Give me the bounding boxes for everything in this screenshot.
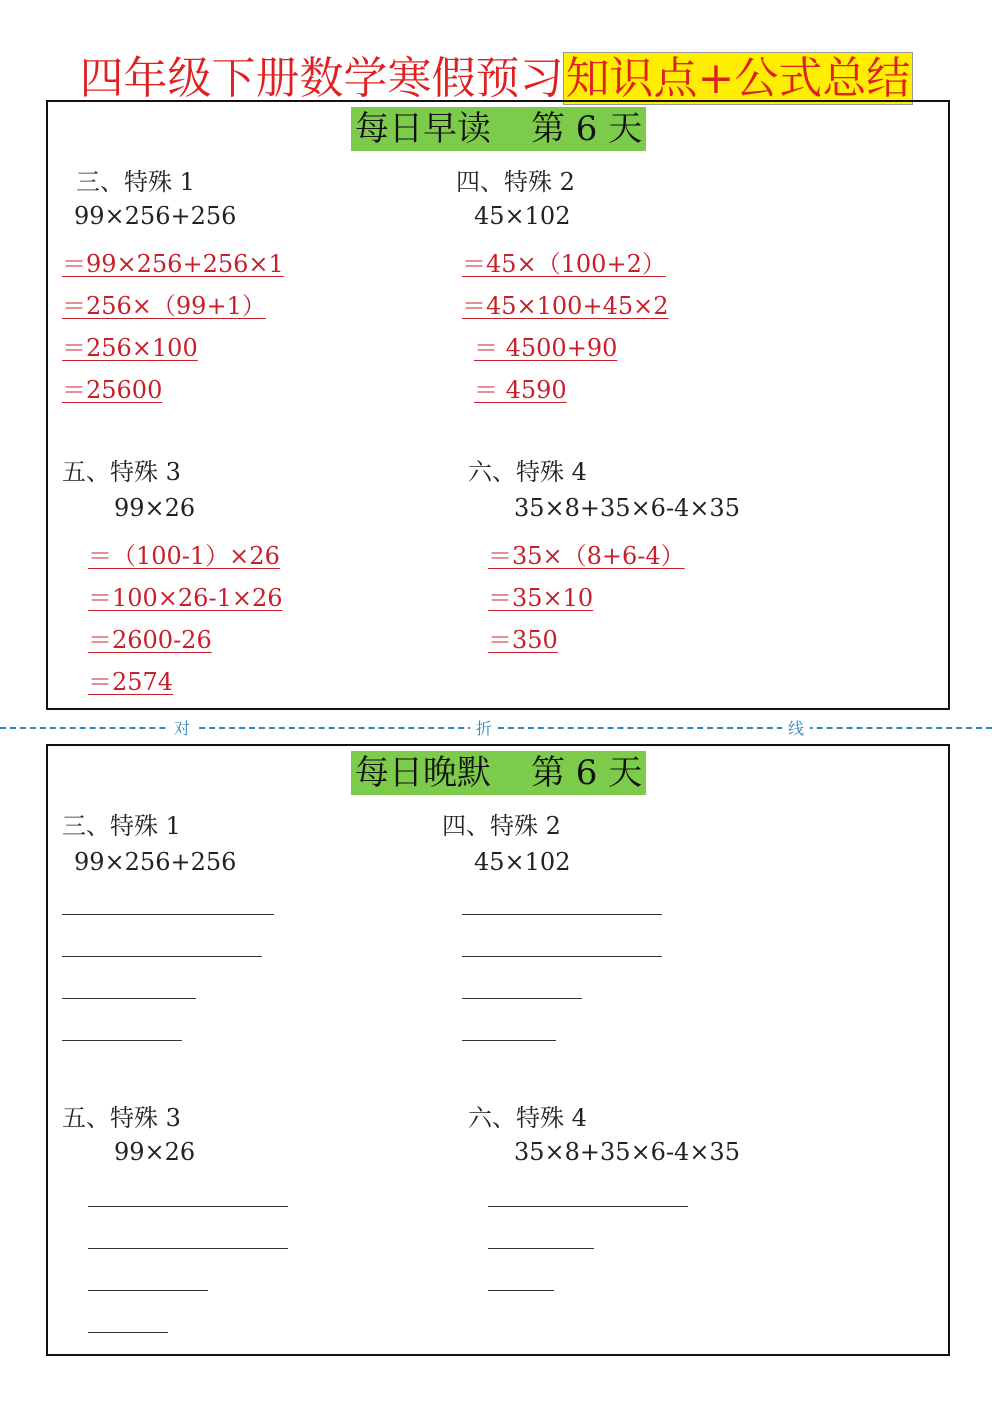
morning-q5-step: ＝2600-26: [88, 626, 212, 654]
morning-q5-step: ＝100×26-1×26: [88, 584, 283, 612]
morning-q4-step: ＝ 4590: [474, 376, 567, 404]
answer-blank[interactable]: [88, 1332, 168, 1333]
answer-blank[interactable]: [462, 1040, 556, 1041]
answer-blank[interactable]: [488, 1248, 594, 1249]
answer-blank[interactable]: [62, 956, 262, 957]
morning-q4-step: ＝45×100+45×2: [462, 292, 669, 320]
answer-blank[interactable]: [462, 914, 662, 915]
page-title: [0, 42, 992, 106]
evening-q5-problem: 99×26: [114, 1138, 196, 1166]
fold-label: 对: [168, 716, 196, 739]
morning-q5-step: ＝（100-1）×26: [88, 542, 280, 570]
evening-banner-day: 第 6 天: [531, 753, 643, 793]
evening-q4-problem: 45×102: [474, 848, 571, 876]
answer-blank[interactable]: [62, 914, 274, 915]
morning-q5-step: ＝2574: [88, 668, 174, 696]
title-highlight: 知识点+公式总结: [565, 53, 911, 104]
morning-q4-heading: 四、特殊 2: [456, 168, 575, 196]
morning-q3-problem: 99×256+256: [74, 202, 237, 230]
morning-q6-step: ＝35×（8+6-4）: [488, 542, 685, 570]
evening-q6-heading: 六、特殊 4: [468, 1104, 587, 1132]
morning-q5-problem: 99×26: [114, 494, 196, 522]
morning-q6-heading: 六、特殊 4: [468, 458, 587, 486]
evening-q5-heading: 五、特殊 3: [62, 1104, 181, 1132]
answer-blank[interactable]: [462, 998, 582, 999]
title-main: 四年级下册数学寒假预习: [79, 53, 564, 104]
morning-q3-step: ＝256×100: [62, 334, 198, 362]
fold-label: 折: [470, 716, 498, 739]
morning-q6-step: ＝350: [488, 626, 558, 654]
morning-q4-step: ＝45×（100+2）: [462, 250, 666, 278]
evening-recall-panel: [46, 744, 950, 1356]
morning-q5-heading: 五、特殊 3: [62, 458, 181, 486]
evening-q3-problem: 99×256+256: [74, 848, 237, 876]
morning-q3-step: ＝25600: [62, 376, 163, 404]
evening-banner: [351, 751, 646, 795]
answer-blank[interactable]: [488, 1290, 554, 1291]
morning-banner-title: 每日早读: [355, 109, 491, 149]
answer-blank[interactable]: [462, 956, 662, 957]
evening-banner-title: 每日晚默: [355, 753, 491, 793]
morning-q6-problem: 35×8+35×6-4×35: [514, 494, 740, 522]
fold-label: 线: [782, 716, 810, 739]
morning-q4-step: ＝ 4500+90: [474, 334, 618, 362]
morning-q6-step: ＝35×10: [488, 584, 594, 612]
morning-banner-day: 第 6 天: [531, 109, 643, 149]
evening-q3-heading: 三、特殊 1: [62, 812, 181, 840]
evening-q4-heading: 四、特殊 2: [442, 812, 561, 840]
answer-blank[interactable]: [488, 1206, 688, 1207]
morning-reading-panel: [46, 100, 950, 710]
answer-blank[interactable]: [62, 1040, 182, 1041]
answer-blank[interactable]: [88, 1248, 288, 1249]
evening-q6-problem: 35×8+35×6-4×35: [514, 1138, 740, 1166]
answer-blank[interactable]: [88, 1206, 288, 1207]
answer-blank[interactable]: [62, 998, 196, 999]
morning-q3-step: ＝256×（99+1）: [62, 292, 266, 320]
morning-q3-heading: 三、特殊 1: [76, 168, 195, 196]
answer-blank[interactable]: [88, 1290, 208, 1291]
morning-q4-problem: 45×102: [474, 202, 571, 230]
morning-banner: [351, 107, 646, 151]
morning-q3-step: ＝99×256+256×1: [62, 250, 284, 278]
